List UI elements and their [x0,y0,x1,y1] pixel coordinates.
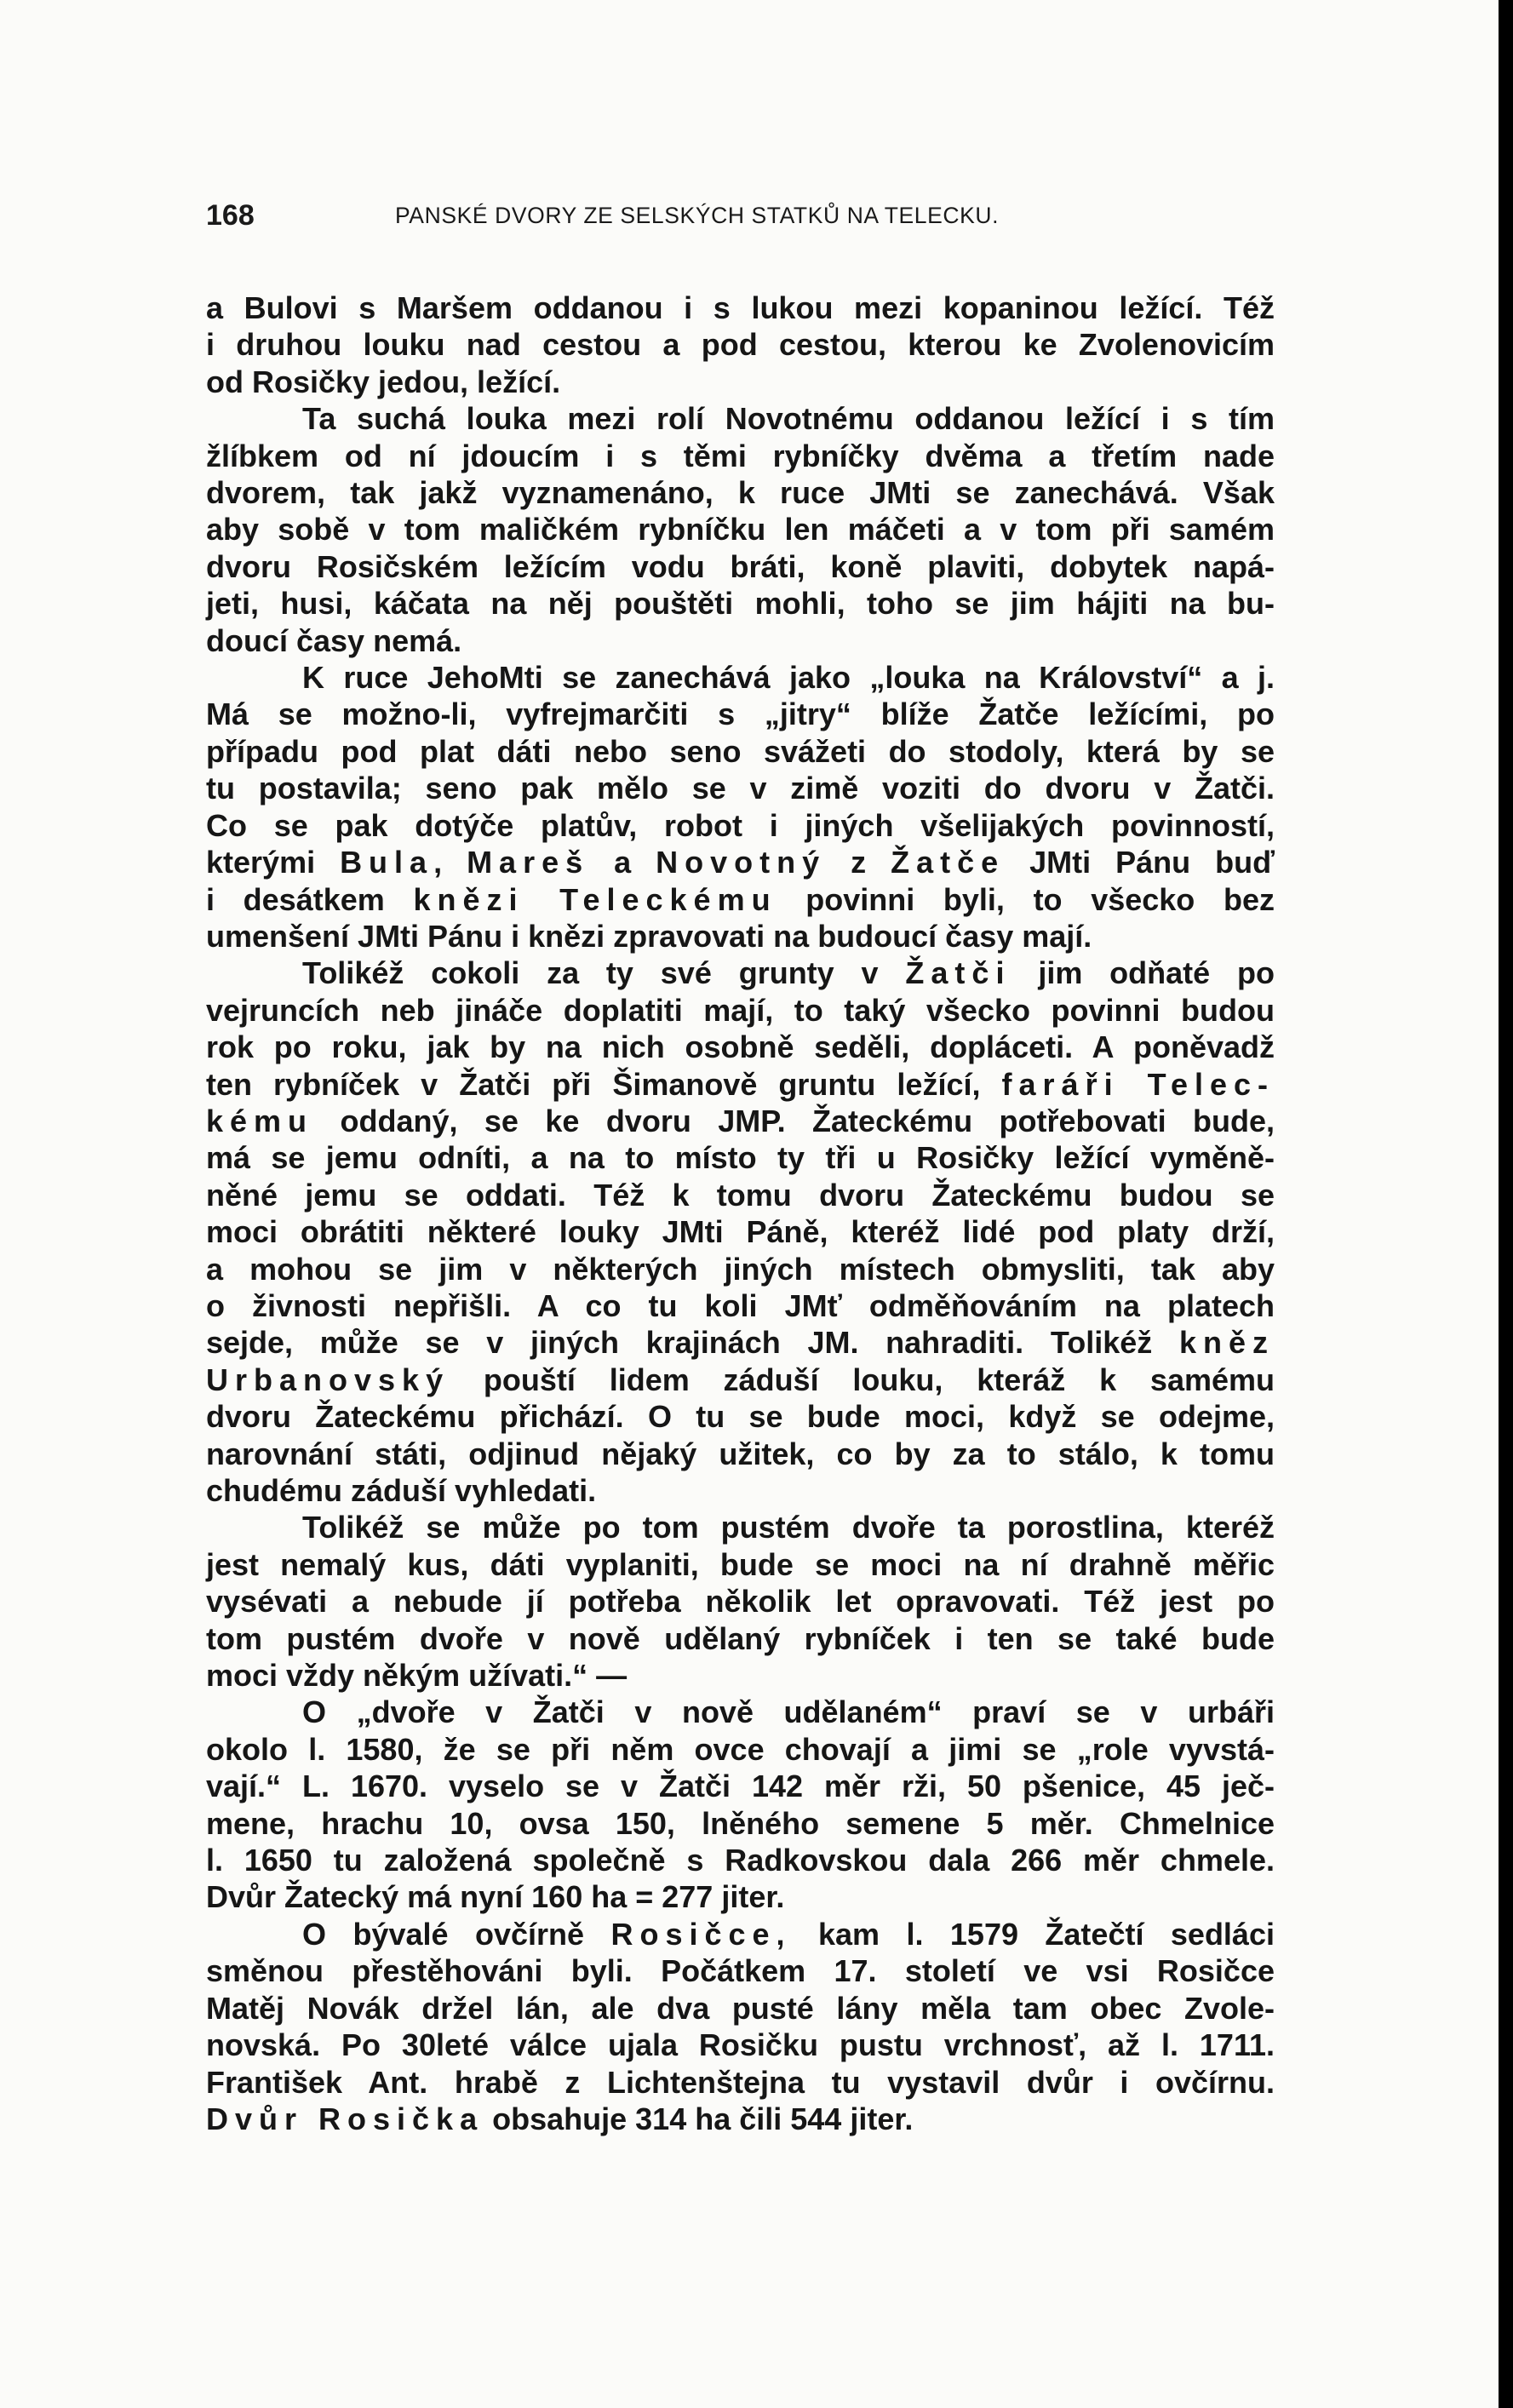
paragraph [206,1509,1275,1545]
paragraph [206,290,1275,400]
text-line: dvoru Rosičském ležícím vodu bráti, koně plaviti, dobytek napá- [206,548,1275,584]
text-line: Dvůr Žatecký má nyní 160 ha = 277 jiter. [206,1879,785,1915]
text-line: rok po roku, jak by na nich osobně seděli, dopláceti. A poněvadž [206,1029,1275,1065]
text-line: chudému záduší vyhledati. [206,1473,597,1508]
text-line: od Rosičky jedou, ležící. [206,364,561,399]
text-line: Tolikéž cokoli za ty své grunty v Žatči jim odňaté po [302,955,1275,991]
text-line: O bývalé ovčírně Rosičce, kam l. 1579 Žatečtí sedláci [302,1916,1275,1952]
text-line: kému oddaný, se ke dvoru JMP. Žateckému potřebovati bude, [206,1103,1275,1138]
text-line: umenšení JMti Pánu i knězi zpravovati na budoucí časy mají. [206,918,1092,954]
text-line: směnou přestěhováni byli. Počátkem 17. století ve vsi Rosičce [206,1953,1275,1989]
text-line: moci obrátiti některé louky JMti Páně, kteréž lidé pod platy drží, [206,1214,1275,1250]
body-text [206,290,1275,2137]
paragraph [206,400,1275,437]
text-line: i druhou louku nad cestou a pod cestou, kterou ke Zvolenovicím [206,327,1275,363]
text-line: jest nemalý kus, dáti vyplaniti, bude se moci na ní drahně měřic [206,1546,1275,1582]
text-line: doucí časy nemá. [206,622,462,658]
text-line: moci vždy někým užívati.“ — [206,1658,628,1694]
text-line: dvoru Žateckému přichází. O tu se bude moci, když se odejme, [206,1399,1275,1435]
text-line: tu postavila; seno pak mělo se v zimě voziti do dvoru v Žatči. [206,771,1275,806]
text-line: vysévati a nebude jí potřeba několik let opravovati. Též jest po [206,1584,1275,1620]
text-line: a Bulovi s Maršem oddanou i s lukou mezi kopaninou ležící. Též [206,290,1275,325]
text-line: vají.“ L. 1670. vyselo se v Žatči 142 měr rži, 50 pšenice, 45 ječ- [206,1769,1275,1804]
text-line: Tolikéž se může po tom pustém dvoře ta porostlina, kteréž [302,1510,1275,1545]
text-line: Ta suchá louka mezi rolí Novotnému oddanou ležící i s tím [302,401,1275,437]
text-line: okolo l. 1580, že se při něm ovce chovají a jimi se „role vyvstá- [206,1731,1275,1767]
paragraph [206,1916,1275,1952]
text-line: žlíbkem od ní jdoucím i s těmi rybníčky dvěma a třetím nade [206,438,1275,473]
text-line: František Ant. hrabě z Lichtenštejna tu vystavil dvůr i ovčírnu. [206,2064,1275,2100]
paragraph-cont [206,992,1275,1510]
text-line: má se jemu odníti, a na to místo ty tři u Rosičky ležící vyměně- [206,1140,1275,1176]
text-line: Dvůr Rosička obsahuje 314 ha čili 544 jiter. [206,2101,914,2136]
text-line: i desátkem knězi Teleckému povinni byli, to všecko bez [206,881,1275,917]
text-line: mene, hrachu 10, ovsa 150, lněného semene 5 měr. Chmelnice [206,1805,1275,1841]
text-line: o živnosti nepřišli. A co tu koli JMť odměňováním na platech [206,1287,1275,1323]
paragraph-cont [206,1731,1275,1916]
text-line: Matěj Novák držel lán, ale dva pusté lány měla tam obec Zvole- [206,1990,1275,2026]
paragraph-cont [206,1546,1275,1694]
text-line: sejde, může se v jiných krajinách JM. nahraditi. Tolikéž kněz [206,1325,1275,1361]
text-line: novská. Po 30leté válce ujala Rosičku pustu vrchnosť, až l. 1711. [206,2027,1275,2063]
paragraph-cont [206,1952,1275,2137]
text-line: něné jemu se oddati. Též k tomu dvoru Žateckému budou se [206,1177,1275,1213]
text-line: jeti, husi, káčata na něj pouštěti mohli, toho se jim hájiti na bu- [206,586,1275,622]
text-line: případu pod plat dáti nebo seno svážeti do stodoly, která by se [206,733,1275,769]
running-head: PANSKÉ DVORY ZE SELSKÝCH STATKŮ NA TELECKU. [395,203,1000,228]
text-line: Urbanovský pouští lidem záduší louku, kteráž k samému [206,1362,1275,1397]
text-line: aby sobě v tom maličkém rybníčku len máčeti a v tom při samém [206,512,1275,548]
text-line: dvorem, tak jakž vyznamenáno, k ruce JMti se zanechává. Však [206,475,1275,511]
paragraph [206,659,1275,696]
text-line: Co se pak dotýče platův, robot i jiných všelijakých povinností, [206,807,1275,843]
text-line: kterými Bula, Mareš a Novotný z Žatče JMti Pánu buď [206,845,1275,880]
paragraph [206,955,1275,991]
text-line: a mohou se jim v některých jiných místech obmysliti, tak aby [206,1251,1275,1287]
text-line: ten rybníček v Žatči při Šimanově gruntu ležící, faráři Telec- [206,1066,1275,1102]
text-line: l. 1650 tu založená společně s Radkovskou dala 266 měr chmele. [206,1843,1275,1878]
text-line: K ruce JehoMti se zanechává jako „louka na Království“ a j. [302,660,1275,696]
paragraph-cont [206,696,1275,955]
text-line: Má se možno-li, vyfrejmarčiti s „jitry“ blíže Žatče ležícími, po [206,697,1275,732]
paragraph-cont [206,438,1275,659]
page-number: 168 [206,199,255,232]
text-line: tom pustém dvoře v nově udělaný rybníček i ten se také bude [206,1620,1275,1656]
text-line: O „dvoře v Žatči v nově udělaném“ praví se v urbáři [302,1694,1275,1730]
paragraph [206,1694,1275,1730]
text-line: vejruncích neb jináče doplatiti mají, to taký všecko povinni budou [206,992,1275,1028]
page-header [206,196,1270,230]
text-line: narovnání státi, odjinud nějaký užitek, co by za to stálo, k tomu [206,1436,1275,1471]
